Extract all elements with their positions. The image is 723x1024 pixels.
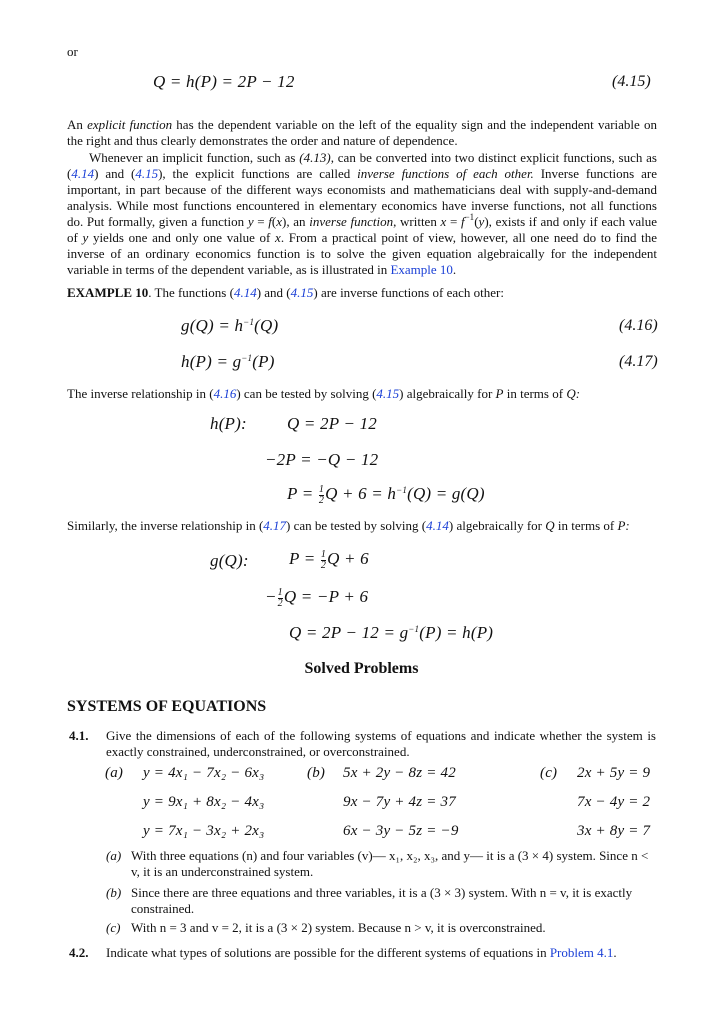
problem-4-1-number: 4.1. xyxy=(69,728,89,743)
system-b-label: (b) xyxy=(307,765,326,781)
link-4-15[interactable]: 4.15 xyxy=(135,166,159,181)
link-4-15[interactable]: 4.15 xyxy=(376,386,400,401)
equation-number-4-15: (4.15) xyxy=(612,73,651,90)
system-b-eq-2: 9x − 7y + 4z = 37 xyxy=(343,794,456,810)
fraction-one-half: $\frac{1}{2}$ xyxy=(320,548,327,571)
derivation-2-line-1: P = $\frac{1}{2}$ Q + 6 xyxy=(289,548,369,571)
derivation-label-g: g(Q): xyxy=(210,551,249,570)
equation-number-4-16: (4.16) xyxy=(619,317,658,334)
inverse-test-2-text: Similarly, the inverse relationship in (4.17) can be tested by solving (4.14) algebraically for Q in terms of P: xyxy=(67,518,630,533)
fraction-one-half: $\frac{1}{2}$ xyxy=(277,586,283,609)
derivation-2-line-3: $Q = 2P - 12 = g^{-1}(P) = h(P)$ xyxy=(289,623,494,642)
system-a-eq-1: y = 4x₁ − 7x₂ − 6x₃ xyxy=(143,765,265,781)
link-4-15[interactable]: 4.15 xyxy=(290,285,314,300)
link-problem-4-1[interactable]: Problem 4.1 xyxy=(549,945,614,960)
derivation-1-line-3: P = $\frac{1}{2}$ $Q + 6 = h^{-1}(Q) = g(Q)$ xyxy=(287,483,485,506)
problem-4-2-text: Indicate what types of solutions are possible for the different systems of equations in Problem 4.1. xyxy=(106,945,617,960)
paragraph-inverse-functions: Whenever an implicit function, such as (4.13), can be converted into two distinct explicit functions, such as (4.14) and (4.15), the explicit functions are called inverse functions of each other. Inverse functions are important, in part because of the different ways economists and mathematicians deal with supply-and-demand analysis. While most functions encountered in elementary economics have inverse functions, not all functions do. Put formally, given a function y = f(x), an inverse function, written $x = f^{-1}(y)$, exists if and only if each value of y yields one and only one value of x. From a practical point of view, however, all one need do to find the inverse of an ordinary economics function is to solve the given equation algebraically for the independent variable in terms of the dependent variable, as is illustrated in Example 10. xyxy=(67,150,657,277)
system-c-eq-2: 7x − 4y = 2 xyxy=(577,794,651,810)
link-4-14[interactable]: 4.14 xyxy=(426,518,449,533)
or-text: or xyxy=(67,44,78,59)
system-a-eq-2: y = 9x₁ + 8x₂ − 4x₃ xyxy=(143,794,265,810)
system-c-label: (c) xyxy=(540,765,558,781)
paragraph-explicit-function: An explicit function has the dependent variable on the left of the equality sign and the independent variable on the right and thus clearly demonstrates the order and nature of dependence. xyxy=(67,117,657,148)
link-4-16[interactable]: 4.16 xyxy=(213,386,237,401)
example-10-heading: EXAMPLE 10. The functions (4.14) and (4.15) are inverse functions of each other: xyxy=(67,285,504,300)
system-b-eq-3: 6x − 3y − 5z = −9 xyxy=(343,823,459,839)
link-4-17[interactable]: 4.17 xyxy=(263,518,287,533)
system-c-eq-1: 2x + 5y = 9 xyxy=(577,765,651,781)
equation-4-15: Q = h(P) = 2P − 12 xyxy=(153,72,295,91)
answer-b-label: (b) xyxy=(106,885,122,900)
system-a-eq-3: y = 7x₁ − 3x₂ + 2x₃ xyxy=(143,823,265,839)
derivation-1-line-1: Q = 2P − 12 xyxy=(287,414,377,433)
derivation-2-line-2: − $\frac{1}{2}$ Q = −P + 6 xyxy=(265,586,369,609)
answer-a-text: With three equations (n) and four variables (v)— x₁, x₂, x₃, and y— it is a (3 × 4) system. Since n < v, it is an underconstrained system. xyxy=(131,848,649,879)
solved-problems-heading: Solved Problems xyxy=(304,660,419,677)
link-example-10[interactable]: Example 10 xyxy=(390,262,453,277)
equation-4-17: $h(P) = g^{-1}(P)$ xyxy=(181,352,275,371)
answer-a-label: (a) xyxy=(106,848,122,863)
system-c-eq-3: 3x + 8y = 7 xyxy=(577,823,651,839)
answer-c-text: With n = 3 and v = 2, it is a (3 × 2) system. Because n > v, it is overconstrained. xyxy=(131,920,546,935)
problem-4-1-text: Give the dimensions of each of the following systems of equations and indicate whether the system is exactly constrained, underconstrained, or overconstrained. xyxy=(106,728,656,759)
derivation-1-line-2: −2P = −Q − 12 xyxy=(265,450,379,469)
inverse-test-1-text: The inverse relationship in (4.16) can be tested by solving (4.15) algebraically for P in terms of Q: xyxy=(67,386,581,401)
answer-b-text: Since there are three equations and three variables, it is a (3 × 3) system. With n = v, it is exactly constrained. xyxy=(131,885,633,916)
system-b-eq-1: 5x + 2y − 8z = 42 xyxy=(343,765,456,781)
derivation-label-h: h(P): xyxy=(210,414,247,433)
link-4-14[interactable]: 4.14 xyxy=(233,285,257,300)
system-a-label: (a) xyxy=(105,765,124,781)
equation-4-16: $g(Q) = h^{-1}(Q)$ xyxy=(181,316,279,335)
fraction-one-half: $\frac{1}{2}$ xyxy=(318,483,325,506)
equation-number-4-17: (4.17) xyxy=(619,353,658,370)
section-heading: SYSTEMS OF EQUATIONS xyxy=(67,698,267,715)
answer-c-label: (c) xyxy=(106,920,121,935)
problem-4-2-number: 4.2. xyxy=(69,945,89,960)
link-4-14[interactable]: 4.14 xyxy=(71,166,95,181)
